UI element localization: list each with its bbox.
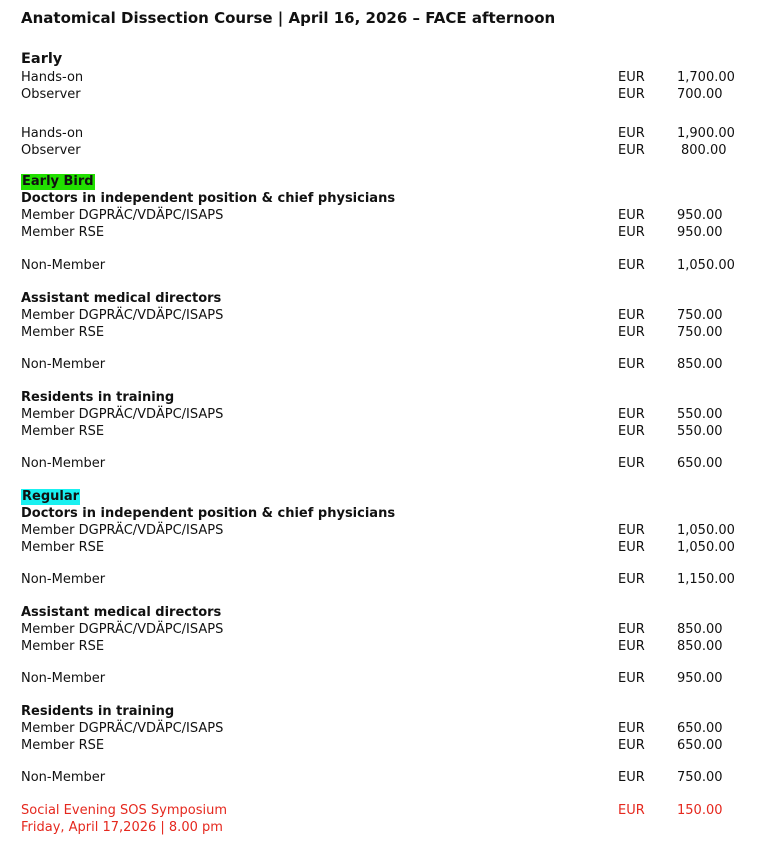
row-currency: EUR	[618, 357, 645, 372]
row-amount: 650.00	[677, 738, 723, 753]
row-label: Member DGPRÄC/VDÄPC/ISAPS	[21, 523, 224, 538]
price-row	[21, 207, 741, 224]
row-label: Non-Member	[21, 258, 106, 273]
price-row	[21, 737, 741, 754]
row-currency: EUR	[618, 540, 645, 555]
price-row	[21, 621, 741, 638]
row-currency: EUR	[618, 738, 645, 753]
row-label: Member DGPRÄC/VDÄPC/ISAPS	[21, 622, 224, 637]
row-currency: EUR	[618, 87, 645, 102]
row-amount: 950.00	[677, 208, 723, 223]
row-amount: 1,050.00	[677, 258, 735, 273]
price-row	[21, 455, 741, 472]
row-amount: 850.00	[677, 357, 723, 372]
row-currency: EUR	[618, 456, 645, 471]
row-label: Non-Member	[21, 357, 106, 372]
price-row	[21, 720, 741, 737]
price-row	[21, 224, 741, 241]
row-amount: 1,050.00	[677, 523, 735, 538]
row-label: Member RSE	[21, 225, 105, 240]
row-label: Non-Member	[21, 456, 106, 471]
early-bird-group-residents-nonmember	[21, 455, 741, 472]
row-label: Observer	[21, 143, 81, 158]
price-row	[21, 406, 741, 423]
row-amount: 1,050.00	[677, 540, 735, 555]
row-amount: 700.00	[677, 87, 723, 102]
price-row	[21, 571, 741, 588]
row-currency: EUR	[618, 639, 645, 654]
row-label: Non-Member	[21, 770, 106, 785]
price-row	[21, 638, 741, 655]
price-row	[21, 257, 741, 274]
price-row	[21, 86, 741, 103]
row-currency: EUR	[618, 208, 645, 223]
row-currency: EUR	[618, 225, 645, 240]
row-amount: 750.00	[677, 308, 723, 323]
row-currency: EUR	[618, 671, 645, 686]
group-heading: Residents in training	[21, 390, 175, 405]
section-heading-early: Early	[21, 51, 63, 67]
regular-group-assistant	[21, 604, 741, 655]
row-currency: EUR	[618, 523, 645, 538]
row-currency: EUR	[618, 572, 645, 587]
row-label: Member RSE	[21, 540, 105, 555]
regular-group-residents	[21, 703, 741, 754]
row-currency: EUR	[618, 143, 645, 158]
social-evening-section	[21, 802, 741, 836]
row-label: Observer	[21, 87, 81, 102]
row-amount: 650.00	[677, 456, 723, 471]
row-label: Hands-on	[21, 70, 84, 85]
early-bird-group-assistant-nonmember	[21, 356, 741, 373]
price-row	[21, 802, 741, 819]
row-label: Member DGPRÄC/VDÄPC/ISAPS	[21, 407, 224, 422]
row-currency: EUR	[618, 70, 645, 85]
row-currency: EUR	[618, 424, 645, 439]
price-row	[21, 522, 741, 539]
row-amount: 750.00	[677, 770, 723, 785]
early-bird-group-doctors-nonmember	[21, 257, 741, 274]
social-evening-date: Friday, April 17,2026 | 8.00 pm	[21, 820, 223, 835]
row-amount: 550.00	[677, 424, 723, 439]
group-heading: Assistant medical directors	[21, 291, 222, 306]
row-amount: 950.00	[677, 671, 723, 686]
regular-group-doctors-nonmember	[21, 571, 741, 588]
row-currency: EUR	[618, 407, 645, 422]
row-amount: 150.00	[677, 803, 723, 818]
group-heading: Doctors in independent position & chief physicians	[21, 191, 396, 206]
early-bird-tag-wrap	[21, 174, 741, 190]
row-currency: EUR	[618, 126, 645, 141]
page-title: Anatomical Dissection Course | April 16, 2026 – FACE afternoon	[21, 9, 556, 27]
row-label: Member DGPRÄC/VDÄPC/ISAPS	[21, 721, 224, 736]
row-amount: 850.00	[677, 622, 723, 637]
price-row	[21, 125, 741, 142]
group-heading: Residents in training	[21, 704, 175, 719]
social-evening-date-row	[21, 819, 741, 836]
row-currency: EUR	[618, 308, 645, 323]
row-label: Member DGPRÄC/VDÄPC/ISAPS	[21, 208, 224, 223]
regular-group-doctors	[21, 505, 741, 556]
row-amount: 650.00	[677, 721, 723, 736]
row-amount: 550.00	[677, 407, 723, 422]
row-amount: 750.00	[677, 325, 723, 340]
row-amount: 1,150.00	[677, 572, 735, 587]
price-row	[21, 324, 741, 341]
social-evening-label: Social Evening SOS Symposium	[21, 803, 228, 818]
row-currency: EUR	[618, 721, 645, 736]
early-rows-b	[21, 125, 741, 159]
row-currency: EUR	[618, 770, 645, 785]
row-amount: 800.00	[681, 143, 727, 158]
price-row	[21, 539, 741, 556]
price-row	[21, 670, 741, 687]
price-row	[21, 307, 741, 324]
price-row	[21, 423, 741, 440]
price-row	[21, 142, 741, 159]
early-bird-group-residents	[21, 389, 741, 440]
price-row	[21, 69, 741, 86]
regular-tag-wrap	[21, 489, 741, 505]
row-amount: 850.00	[677, 639, 723, 654]
row-label: Member RSE	[21, 639, 105, 654]
row-currency: EUR	[618, 258, 645, 273]
row-label: Member RSE	[21, 424, 105, 439]
early-bird-group-doctors	[21, 190, 741, 241]
row-amount: 1,700.00	[677, 70, 735, 85]
row-label: Non-Member	[21, 671, 106, 686]
early-bird-group-assistant	[21, 290, 741, 341]
row-amount: 1,900.00	[677, 126, 735, 141]
row-currency: EUR	[618, 325, 645, 340]
row-label: Hands-on	[21, 126, 84, 141]
regular-tag: Regular	[22, 489, 80, 504]
price-row	[21, 769, 741, 786]
row-currency: EUR	[618, 803, 645, 818]
row-amount: 950.00	[677, 225, 723, 240]
group-heading: Doctors in independent position & chief physicians	[21, 506, 396, 521]
row-currency: EUR	[618, 622, 645, 637]
price-row	[21, 356, 741, 373]
group-heading: Assistant medical directors	[21, 605, 222, 620]
early-bird-tag: Early Bird	[22, 174, 94, 189]
row-label: Member RSE	[21, 738, 105, 753]
early-rows-a	[21, 69, 741, 103]
early-section	[21, 50, 741, 69]
regular-group-assistant-nonmember	[21, 670, 741, 687]
row-label: Member DGPRÄC/VDÄPC/ISAPS	[21, 308, 224, 323]
regular-group-residents-nonmember	[21, 769, 741, 786]
row-label: Non-Member	[21, 572, 106, 587]
row-label: Member RSE	[21, 325, 105, 340]
